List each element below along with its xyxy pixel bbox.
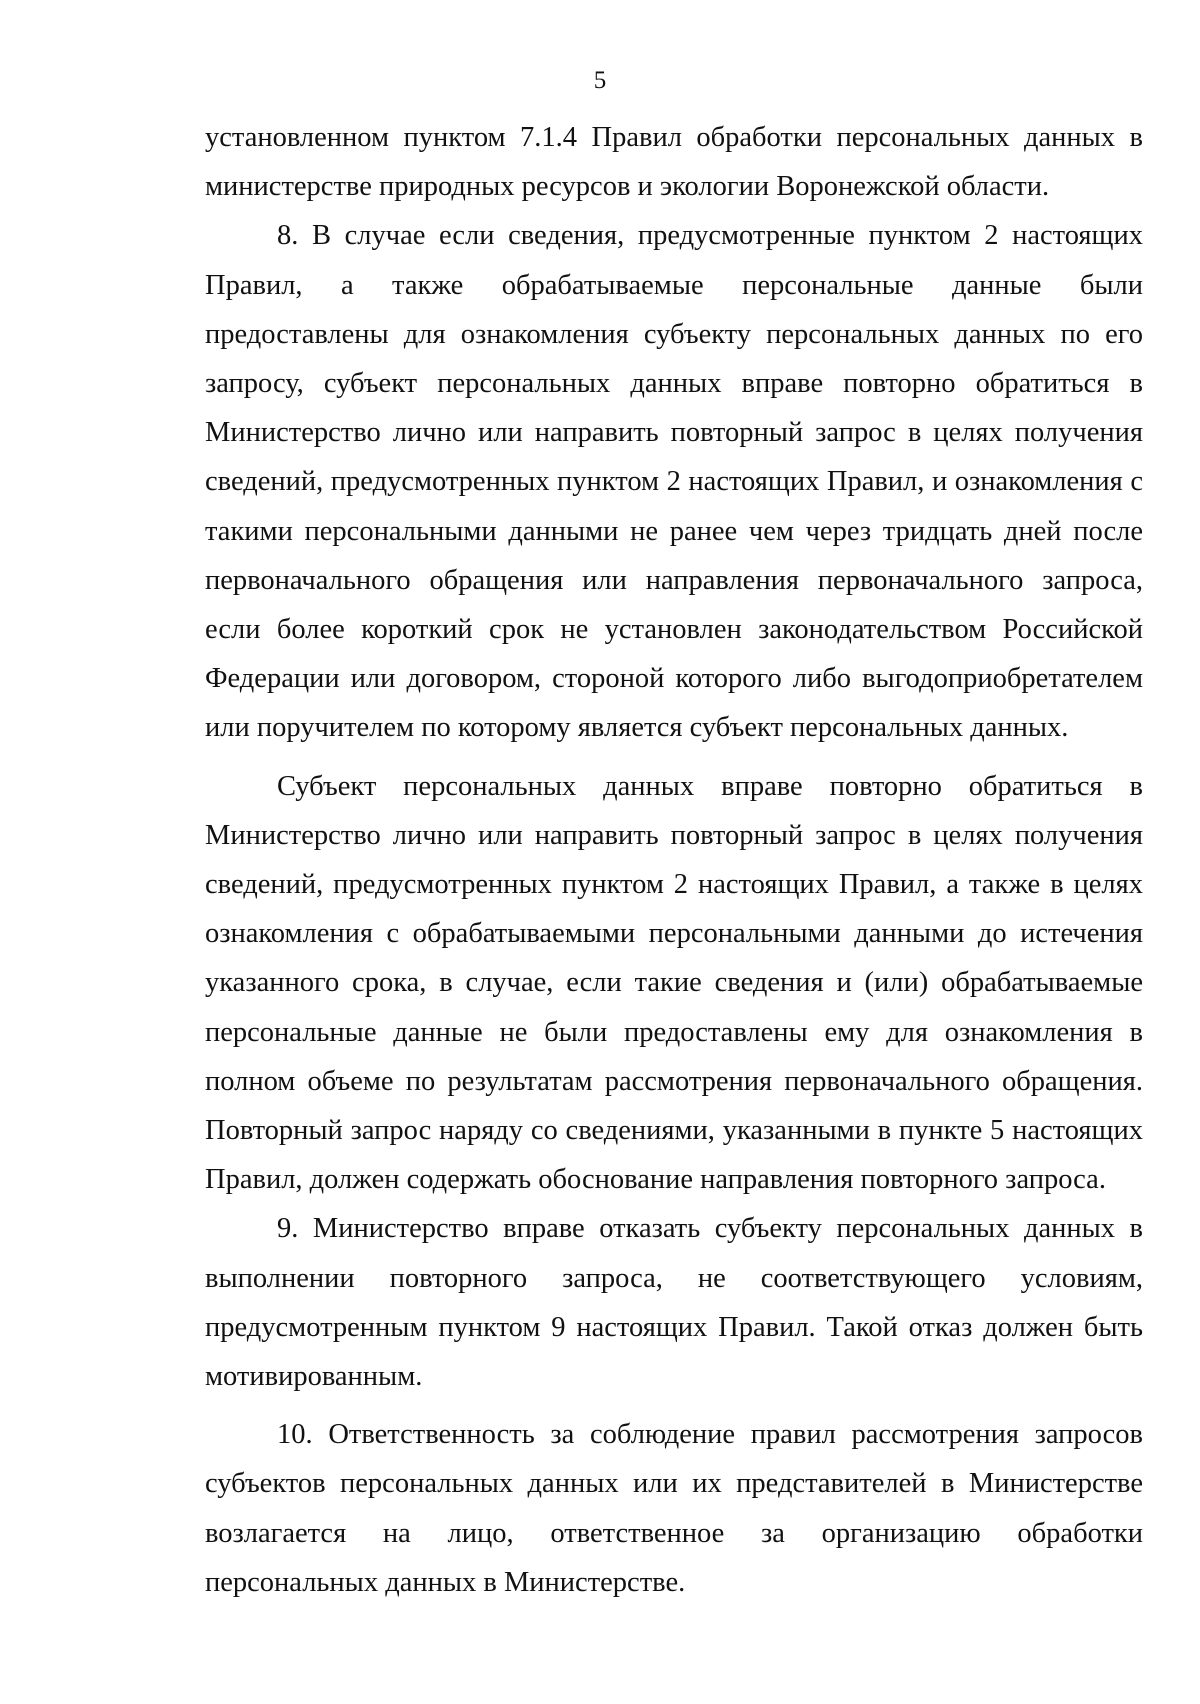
paragraph-clause-9: 9. Министерство вправе отказать субъекту персональных данных в выполнении повторного запроса, не соответствующего условиям, предусмотренным пунктом 9 настоящих Правил. Такой отказ должен быть мотивированным.: [205, 1213, 1143, 1393]
paragraph-continuation: установленном пунктом 7.1.4 Правил обработки персональных данных в министерстве природных ресурсов и экологии Воронежской области.: [205, 122, 1143, 203]
paragraph-clause-10: 10. Ответственность за соблюдение правил рассмотрения запросов субъектов персональных данных или их представителей в Министерстве возлагается на лицо, ответственное за организацию обработки персональных данных в Министерстве.: [205, 1419, 1143, 1598]
page-number: 5: [593, 67, 607, 94]
paragraph-clause-8: 8. В случае если сведения, предусмотренные пунктом 2 настоящих Правил, а также обрабатываемые персональные данные были предоставлены для ознакомления субъекту персональных данных по его запросу, субъект персональных данных вправе повторно обратиться в Министерство лично или направить повторный запрос в целях получения сведений, предусмотренных пунктом 2 настоящих Правил, и ознакомления с такими персональными данными не ранее чем через тридцать дней после первоначального обращения или направления первоначального запроса, если более короткий срок не установлен законодательством Российской Федерации или договором, стороной которого либо выгодоприобретателем или поручителем по которому является субъект персональных данных.: [205, 220, 1143, 744]
paragraph-repeat-request: Субъект персональных данных вправе повторно обратиться в Министерство лично или направить повторный запрос в целях получения сведений, предусмотренных пунктом 2 настоящих Правил, а также в целях ознакомления с обрабатываемыми персональными данными до истечения указанного срока, в случае, если такие сведения и (или) обрабатываемые персональные данные не были предоставлены ему для ознакомления в полном объеме по результатам рассмотрения первоначального обращения. Повторный запрос наряду со сведениями, указанными в пункте 5 настоящих Правил, должен содержать обоснование направления повторного запроса.: [205, 770, 1143, 1196]
document-body: [205, 113, 1143, 1607]
